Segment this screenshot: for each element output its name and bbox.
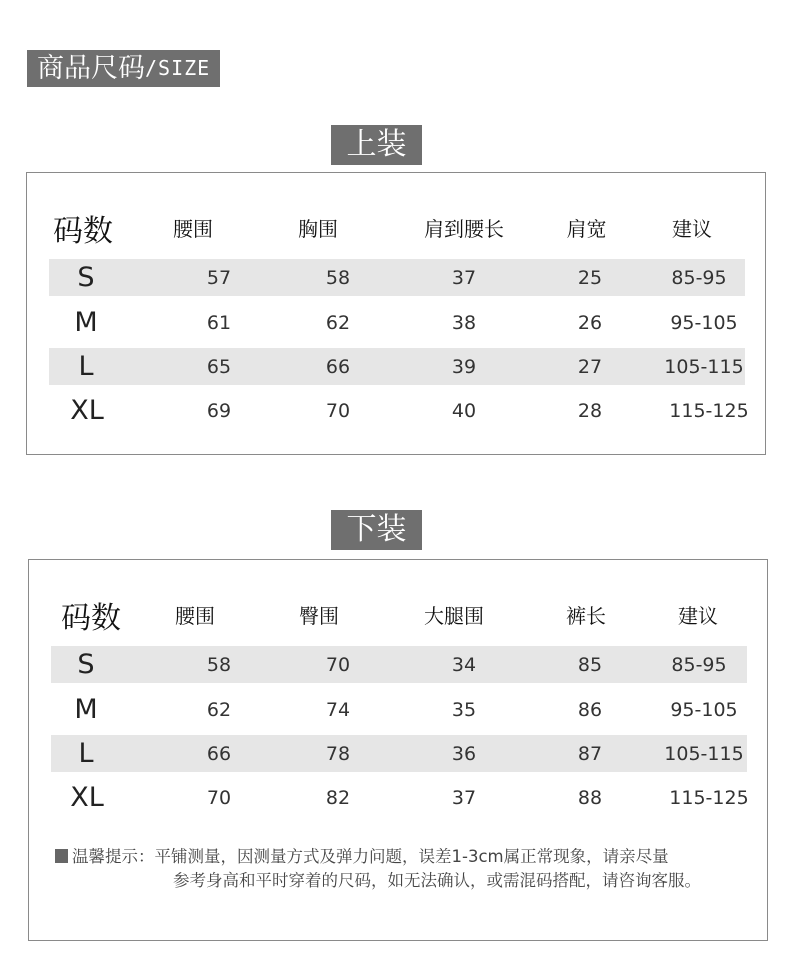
size-table-bottoms — [28, 559, 768, 941]
table-cell: 95-105 — [670, 698, 738, 721]
table-row — [49, 259, 745, 296]
table-cell: 39 — [451, 355, 477, 378]
table-cell: 70 — [325, 399, 351, 422]
table-cell: 38 — [451, 311, 477, 334]
col-header: 肩到腰长 — [424, 217, 504, 241]
size-cell: XL — [70, 782, 104, 813]
col-header: 裤长 — [566, 604, 606, 628]
table-cell: 85-95 — [671, 266, 727, 289]
care-note — [55, 845, 755, 893]
table-cell: 74 — [325, 698, 351, 721]
col-header: 建议 — [678, 604, 718, 628]
col-header: 大腿围 — [424, 604, 484, 628]
col-header: 建议 — [672, 217, 712, 241]
table-row — [49, 304, 745, 341]
table-cell: 115-125 — [669, 786, 749, 809]
table-cell: 115-125 — [669, 399, 749, 422]
table-cell: 78 — [325, 742, 351, 765]
size-cell: M — [74, 307, 98, 338]
page-title — [27, 50, 220, 87]
table-cell: 25 — [577, 266, 603, 289]
table-cell: 58 — [325, 266, 351, 289]
table-cell: 37 — [451, 786, 477, 809]
note-line-2: 参考身高和平时穿着的尺码，如无法确认，或需混码搭配，请咨询客服。 — [173, 871, 701, 890]
table-cell: 85 — [577, 653, 603, 676]
size-cell: M — [74, 694, 98, 725]
col-header-size: 码数 — [53, 213, 113, 249]
table-cell: 66 — [325, 355, 351, 378]
table-cell: 86 — [577, 698, 603, 721]
table-cell: 61 — [206, 311, 232, 334]
table-cell: 58 — [206, 653, 232, 676]
table-row — [51, 779, 747, 816]
note-line-1: 温馨提示：平铺测量，因测量方式及弹力问题，误差1-3cm属正常现象，请亲尽量 — [72, 847, 669, 866]
table-row — [49, 392, 749, 429]
table-cell: 26 — [577, 311, 603, 334]
table-cell: 69 — [206, 399, 232, 422]
table-cell: 57 — [206, 266, 232, 289]
table-cell: 105-115 — [664, 355, 744, 378]
size-cell: L — [78, 738, 94, 769]
section-title-bottoms: 下装 — [331, 510, 422, 550]
page-title-en: /SIZE — [145, 56, 211, 80]
table-cell: 37 — [451, 266, 477, 289]
size-cell: S — [77, 649, 95, 680]
col-header: 腰围 — [173, 217, 213, 241]
col-header-size: 码数 — [61, 600, 121, 636]
size-cell: S — [77, 262, 95, 293]
table-cell: 28 — [577, 399, 603, 422]
table-cell: 82 — [325, 786, 351, 809]
table-cell: 65 — [206, 355, 232, 378]
table-row — [49, 348, 745, 385]
page-title-zh: 商品尺码 — [37, 53, 145, 84]
table-header-row — [49, 209, 745, 249]
table-row — [51, 691, 747, 728]
table-cell: 35 — [451, 698, 477, 721]
table-cell: 62 — [325, 311, 351, 334]
table-cell: 105-115 — [664, 742, 744, 765]
table-row — [51, 735, 747, 772]
table-cell: 87 — [577, 742, 603, 765]
note-square-icon — [55, 849, 68, 863]
table-row — [51, 646, 747, 683]
col-header: 腰围 — [175, 604, 215, 628]
col-header: 胸围 — [298, 217, 338, 241]
table-cell: 70 — [325, 653, 351, 676]
table-cell: 95-105 — [670, 311, 738, 334]
table-cell: 70 — [206, 786, 232, 809]
table-cell: 40 — [451, 399, 477, 422]
table-header-row — [51, 596, 747, 636]
size-cell: L — [78, 351, 94, 382]
col-header: 肩宽 — [566, 217, 607, 241]
table-cell: 27 — [577, 355, 603, 378]
section-title-tops: 上装 — [331, 125, 422, 165]
table-cell: 66 — [206, 742, 232, 765]
table-cell: 36 — [451, 742, 477, 765]
table-cell: 34 — [451, 653, 477, 676]
table-cell: 88 — [577, 786, 603, 809]
table-cell: 62 — [206, 698, 232, 721]
col-header: 臀围 — [299, 604, 339, 628]
table-cell: 85-95 — [671, 653, 727, 676]
size-table-tops — [26, 172, 766, 455]
size-cell: XL — [70, 395, 104, 426]
